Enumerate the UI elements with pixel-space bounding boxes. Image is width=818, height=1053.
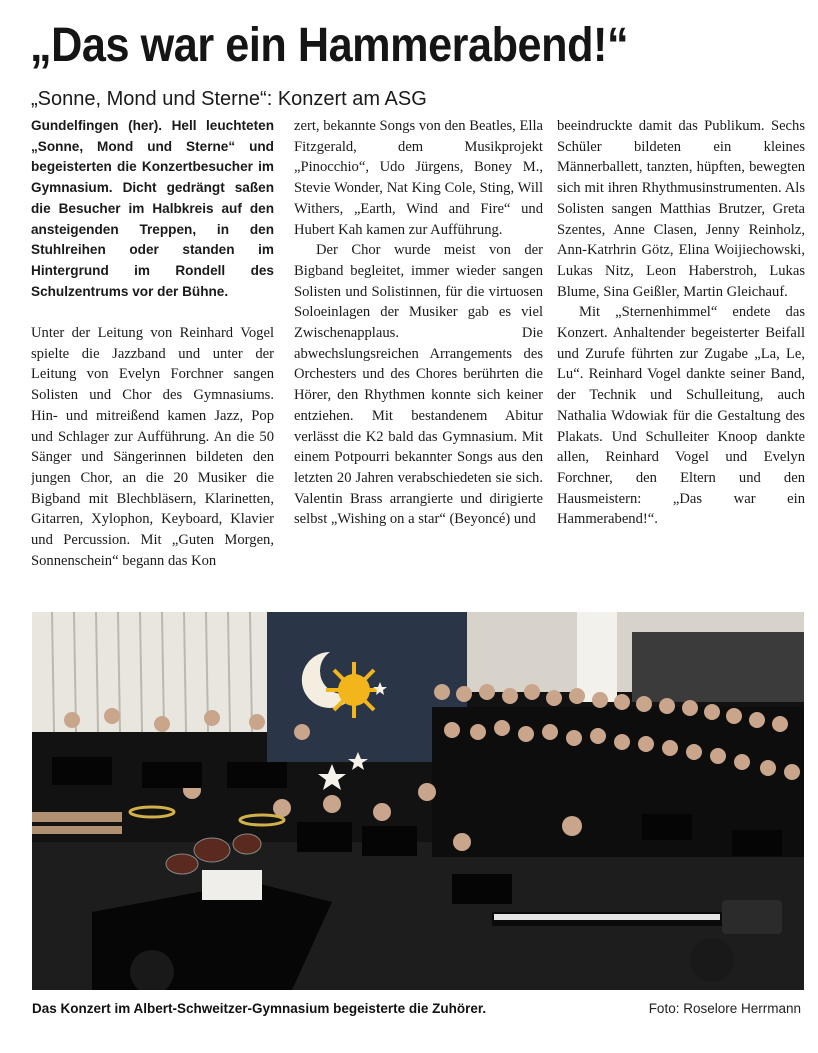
article-paragraph-2: Der Chor wurde meist von der Bigband begleitet, immer wieder sangen Solisten und Solistinnen, für die virtuosen Soloeinlagen der Musiker gab es viel Zwischenapplaus. Die abwechslungsreichen Arrangements des Orchesters und des Chores berührten die Hörer, den Rhythmen konnte sich keiner entziehen. Mit bestandenem Abitur verlässt die K2 bald das Gymnasium. Mit einem Potpourri bekannter Songs aus den letzten 20 Jahren verabschiedeten sie sich. Valentin Brass arrangierte und dirigierte selbst „Wishing on a star“ (Beyoncé) und: [294, 242, 543, 528]
article-paragraph-1-continued: zert, bekannte Songs von den Beatles, Ella Fitzgerald, dem Musikprojekt „Pinocchio“, Udo Jürgens, Boney M., Stevie Wonder, Nat King Cole, Sting, Will Withers, „Earth, Wind and Fire“ und Hubert Kah kamen zur Aufführung.: [294, 118, 543, 238]
article-column-3: [557, 116, 805, 594]
subheadline: „Sonne, Mond und Sterne“: Konzert am ASG: [31, 88, 427, 110]
photo-caption: Das Konzert im Albert-Schweitzer-Gymnasium begeisterte die Zuhörer.: [32, 1001, 487, 1016]
article-column-1: [31, 116, 274, 594]
paragraph-gap: [31, 302, 274, 323]
article-paragraph-2-continued: beeindruckte damit das Publikum. Sechs Schüler bildeten ein kleines Männerballett, tanzten, hüpften, bewegten sich mit ihren Rhythmusinstrumenten. Als Solisten sangen Matthias Brutzer, Greta Szentes, Anne Clasen, Jenny Reinholz, Ann-Katrhrin Götz, Elina Woijiechowski, Lukas Nitz, Leon Haberstroh, Lukas Blume, Sina Geißler, Martin Gleichauf.: [557, 118, 805, 300]
headline: „Das war ein Hammerabend!“: [30, 19, 629, 72]
photo-credit: Foto: Roselore Herrmann: [648, 1001, 801, 1016]
concert-photo: [32, 612, 804, 990]
article-paragraph-3: Mit „Sternenhimmel“ endete das Konzert. Anhaltender begeisterter Beifall und Zurufe führten zur Zugabe „La, Le, Lu“. Reinhard Vogel dankte seiner Band, der Technik und Schulleitung, auch Nathalia Wdowiak für die Gestaltung des Plakats. Und Schulleiter Knoop dankte allen, Reinhard Vogel und Evelyn Forchner, den Eltern und den Hausmeistern: „Das war ein Hammerabend!“.: [557, 304, 805, 528]
sun-decoration: [326, 662, 382, 718]
article-column-2: [294, 116, 543, 594]
concert-photo-icon: [32, 612, 804, 990]
article-paragraph-1: Unter der Leitung von Reinhard Vogel spielte die Jazzband und unter der Leitung von Evelyn Forchner sangen Solisten und Chor des Gymnasiums. Hin- und mitreißend kamen Jazz, Pop und Schlager zur Aufführung. An die 50 Sänger und Sängerinnen bildeten den jungen Chor, an die 20 Musiker die Bigband mit Blechbläsern, Klarinetten, Gitarren, Xylophon, Keyboard, Klavier und Percussion. Mit „Guten Morgen, Sonnenschein“ begann das Kon: [31, 325, 274, 569]
article-lead: Gundelfingen (her). Hell leuchteten „Sonne, Mond und Sterne“ und begeisterten die Konzertbesucher im Gymnasium. Dicht gedrängt saßen die Besucher im Halbkreis auf den ansteigenden Treppen, in den Stuhlreihen oder standen im Hintergrund im Rondell des Schulzentrums vor der Bühne.: [31, 118, 274, 299]
